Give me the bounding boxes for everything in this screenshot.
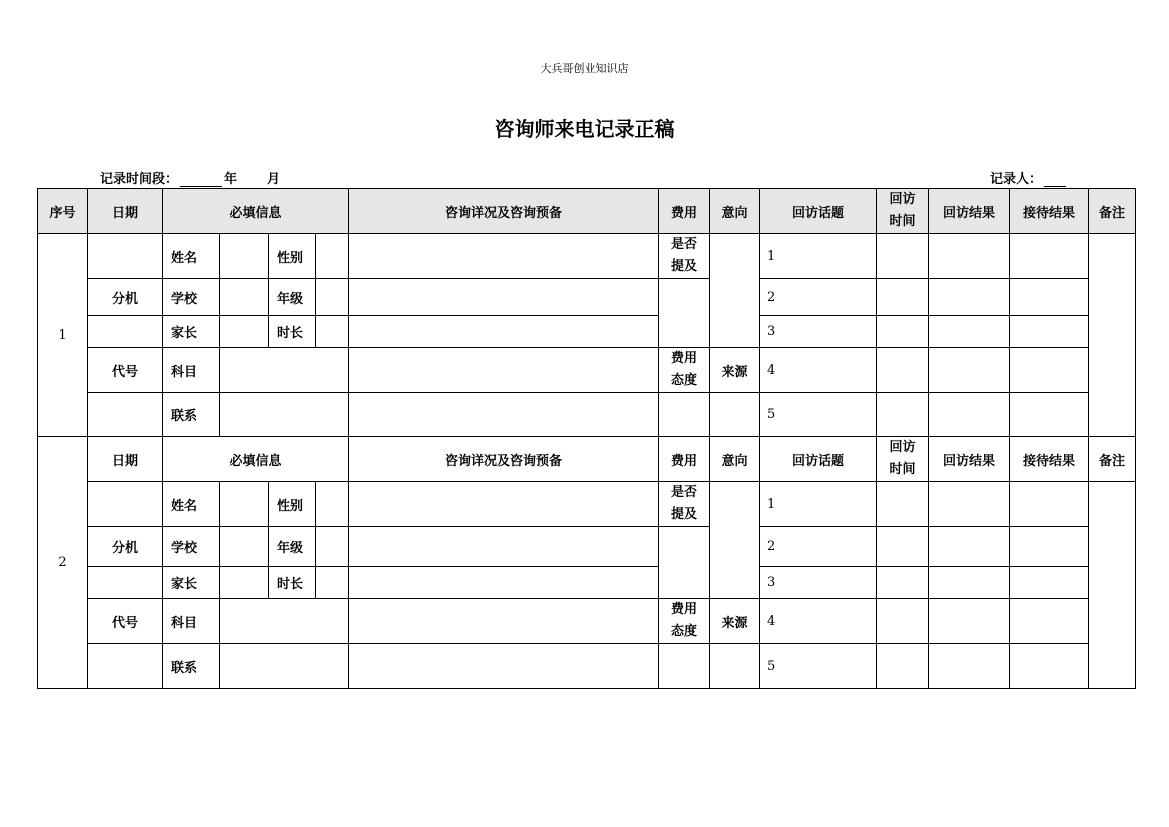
detail-cell[interactable] <box>349 527 659 567</box>
contact-input[interactable] <box>220 644 349 689</box>
header-text: 大兵哥创业知识店 <box>540 62 629 75</box>
extension-label: 分机 <box>88 279 163 316</box>
col-remark: 备注 <box>1089 189 1136 234</box>
visit-time-cell[interactable] <box>877 316 929 348</box>
gender-label: 性别 <box>269 234 316 279</box>
col-visit-time-line2: 时间 <box>889 214 916 229</box>
record-seq: 1 <box>38 234 88 437</box>
date-cell[interactable] <box>88 234 163 279</box>
extension-input[interactable] <box>88 316 163 348</box>
detail-cell[interactable] <box>349 279 659 316</box>
table-row <box>38 393 1136 437</box>
fee-mentioned-label <box>659 234 710 279</box>
fee-mentioned-input[interactable] <box>659 527 710 599</box>
reception-cell[interactable] <box>1010 644 1089 689</box>
detail-cell[interactable] <box>349 644 659 689</box>
school-label: 学校 <box>163 527 220 567</box>
code-input[interactable] <box>88 644 163 689</box>
reception-cell[interactable] <box>1010 393 1089 437</box>
fee-attitude-line1: 费用 <box>671 351 698 366</box>
code-input[interactable] <box>88 393 163 437</box>
fee-attitude-input[interactable] <box>659 393 710 437</box>
contact-label: 联系 <box>163 644 220 689</box>
extension-label: 分机 <box>88 527 163 567</box>
result-cell[interactable] <box>929 393 1010 437</box>
remark-cell[interactable] <box>1089 234 1136 437</box>
recorder-blank[interactable] <box>1044 173 1066 187</box>
fee-mentioned-label <box>659 482 710 527</box>
detail-cell[interactable] <box>349 234 659 279</box>
grade-input[interactable] <box>316 527 349 567</box>
detail-cell[interactable] <box>349 482 659 527</box>
col-detail: 咨询详况及咨询预备 <box>349 437 659 482</box>
col-seq: 序号 <box>38 189 88 234</box>
source-input[interactable] <box>710 644 760 689</box>
table-row <box>38 482 1136 527</box>
source-label: 来源 <box>710 348 760 393</box>
parent-input[interactable] <box>220 567 269 599</box>
col-date: 日期 <box>88 437 163 482</box>
subject-input[interactable] <box>220 599 349 644</box>
remark-cell[interactable] <box>1089 482 1136 689</box>
fee-mentioned-line1: 是否 <box>671 237 698 252</box>
topic-number: 2 <box>760 527 877 567</box>
col-reception: 接待结果 <box>1010 437 1089 482</box>
year-blank[interactable] <box>180 173 222 187</box>
fee-mentioned-line2: 提及 <box>671 507 698 522</box>
duration-input[interactable] <box>316 567 349 599</box>
month-label: 月 <box>267 172 281 187</box>
table-row <box>38 644 1136 689</box>
result-cell[interactable] <box>929 644 1010 689</box>
reception-cell[interactable] <box>1010 527 1089 567</box>
topic-number: 5 <box>760 393 877 437</box>
fee-mentioned-line2: 提及 <box>671 259 698 274</box>
detail-cell[interactable] <box>349 348 659 393</box>
fee-attitude-line2: 态度 <box>671 624 698 639</box>
source-input[interactable] <box>710 393 760 437</box>
col-required: 必填信息 <box>163 437 349 482</box>
intent-cell[interactable] <box>710 482 760 599</box>
topic-number: 4 <box>760 348 877 393</box>
source-label: 来源 <box>710 599 760 644</box>
table-row <box>38 316 1136 348</box>
duration-input[interactable] <box>316 316 349 348</box>
col-fee: 费用 <box>659 437 710 482</box>
code-label: 代号 <box>88 599 163 644</box>
visit-time-cell[interactable] <box>877 599 929 644</box>
result-cell[interactable] <box>929 316 1010 348</box>
fee-attitude-line2: 态度 <box>671 373 698 388</box>
visit-time-cell[interactable] <box>877 348 929 393</box>
result-cell[interactable] <box>929 279 1010 316</box>
reception-cell[interactable] <box>1010 348 1089 393</box>
name-input[interactable] <box>220 482 269 527</box>
school-input[interactable] <box>220 527 269 567</box>
school-input[interactable] <box>220 279 269 316</box>
detail-cell[interactable] <box>349 599 659 644</box>
record-period <box>100 168 280 187</box>
school-label: 学校 <box>163 279 220 316</box>
result-cell[interactable] <box>929 567 1010 599</box>
call-record-table <box>37 188 1136 689</box>
topic-number: 5 <box>760 644 877 689</box>
topic-number: 3 <box>760 567 877 599</box>
detail-cell[interactable] <box>349 316 659 348</box>
visit-time-cell[interactable] <box>877 234 929 279</box>
topic-number: 2 <box>760 279 877 316</box>
fee-attitude-input[interactable] <box>659 644 710 689</box>
duration-label: 时长 <box>269 567 316 599</box>
date-cell[interactable] <box>88 482 163 527</box>
col-visit-time-line2: 时间 <box>889 462 916 477</box>
col-reception: 接待结果 <box>1010 189 1089 234</box>
gender-input[interactable] <box>316 482 349 527</box>
detail-cell[interactable] <box>349 567 659 599</box>
visit-time-cell[interactable] <box>877 279 929 316</box>
reception-cell[interactable] <box>1010 482 1089 527</box>
result-cell[interactable] <box>929 527 1010 567</box>
parent-label: 家长 <box>163 567 220 599</box>
period-label: 记录时间段： <box>100 172 179 187</box>
reception-cell[interactable] <box>1010 316 1089 348</box>
visit-time-cell[interactable] <box>877 567 929 599</box>
record-seq: 2 <box>38 437 88 689</box>
col-visit-time <box>877 189 929 234</box>
recorder <box>990 168 1066 187</box>
record-header-row <box>38 437 1136 482</box>
col-topic: 回访话题 <box>760 437 877 482</box>
col-visit-time <box>877 437 929 482</box>
fee-mentioned-line1: 是否 <box>671 485 698 500</box>
contact-label: 联系 <box>163 393 220 437</box>
visit-time-cell[interactable] <box>877 644 929 689</box>
grade-input[interactable] <box>316 279 349 316</box>
reception-cell[interactable] <box>1010 234 1089 279</box>
col-topic: 回访话题 <box>760 189 877 234</box>
table-row <box>38 599 1136 644</box>
detail-cell[interactable] <box>349 393 659 437</box>
document-title: 咨询师来电记录正稿 <box>494 117 675 141</box>
recorder-label: 记录人： <box>990 172 1043 187</box>
result-cell[interactable] <box>929 599 1010 644</box>
contact-input[interactable] <box>220 393 349 437</box>
col-result: 回访结果 <box>929 189 1010 234</box>
topic-number: 1 <box>760 482 877 527</box>
result-cell[interactable] <box>929 482 1010 527</box>
fee-mentioned-input[interactable] <box>659 279 710 348</box>
parent-input[interactable] <box>220 316 269 348</box>
name-label: 姓名 <box>163 482 220 527</box>
reception-cell[interactable] <box>1010 567 1089 599</box>
name-label: 姓名 <box>163 234 220 279</box>
reception-cell[interactable] <box>1010 599 1089 644</box>
gender-label: 性别 <box>269 482 316 527</box>
year-label: 年 <box>224 172 238 187</box>
subject-input[interactable] <box>220 348 349 393</box>
visit-time-cell[interactable] <box>877 393 929 437</box>
col-remark: 备注 <box>1089 437 1136 482</box>
topic-number: 4 <box>760 599 877 644</box>
col-detail: 咨询详况及咨询预备 <box>349 189 659 234</box>
fee-attitude-line1: 费用 <box>671 602 698 617</box>
parent-label: 家长 <box>163 316 220 348</box>
table-row <box>38 527 1136 567</box>
reception-cell[interactable] <box>1010 279 1089 316</box>
intent-cell[interactable] <box>710 234 760 348</box>
name-input[interactable] <box>220 234 269 279</box>
result-cell[interactable] <box>929 234 1010 279</box>
col-visit-time-line1: 回访 <box>889 440 916 455</box>
gender-input[interactable] <box>316 234 349 279</box>
grade-label: 年级 <box>269 279 316 316</box>
table-row <box>38 567 1136 599</box>
col-required: 必填信息 <box>163 189 349 234</box>
subject-label: 科目 <box>163 348 220 393</box>
grade-label: 年级 <box>269 527 316 567</box>
subject-label: 科目 <box>163 599 220 644</box>
table-row <box>38 234 1136 279</box>
table-row <box>38 348 1136 393</box>
table-row <box>38 279 1136 316</box>
visit-time-cell[interactable] <box>877 527 929 567</box>
col-intent: 意向 <box>710 437 760 482</box>
visit-time-cell[interactable] <box>877 482 929 527</box>
duration-label: 时长 <box>269 316 316 348</box>
table-header-row <box>38 189 1136 234</box>
code-label: 代号 <box>88 348 163 393</box>
fee-attitude-label <box>659 348 710 393</box>
col-visit-time-line1: 回访 <box>889 192 916 207</box>
extension-input[interactable] <box>88 567 163 599</box>
col-fee: 费用 <box>659 189 710 234</box>
topic-number: 1 <box>760 234 877 279</box>
topic-number: 3 <box>760 316 877 348</box>
result-cell[interactable] <box>929 348 1010 393</box>
col-intent: 意向 <box>710 189 760 234</box>
fee-attitude-label <box>659 599 710 644</box>
col-date: 日期 <box>88 189 163 234</box>
col-result: 回访结果 <box>929 437 1010 482</box>
